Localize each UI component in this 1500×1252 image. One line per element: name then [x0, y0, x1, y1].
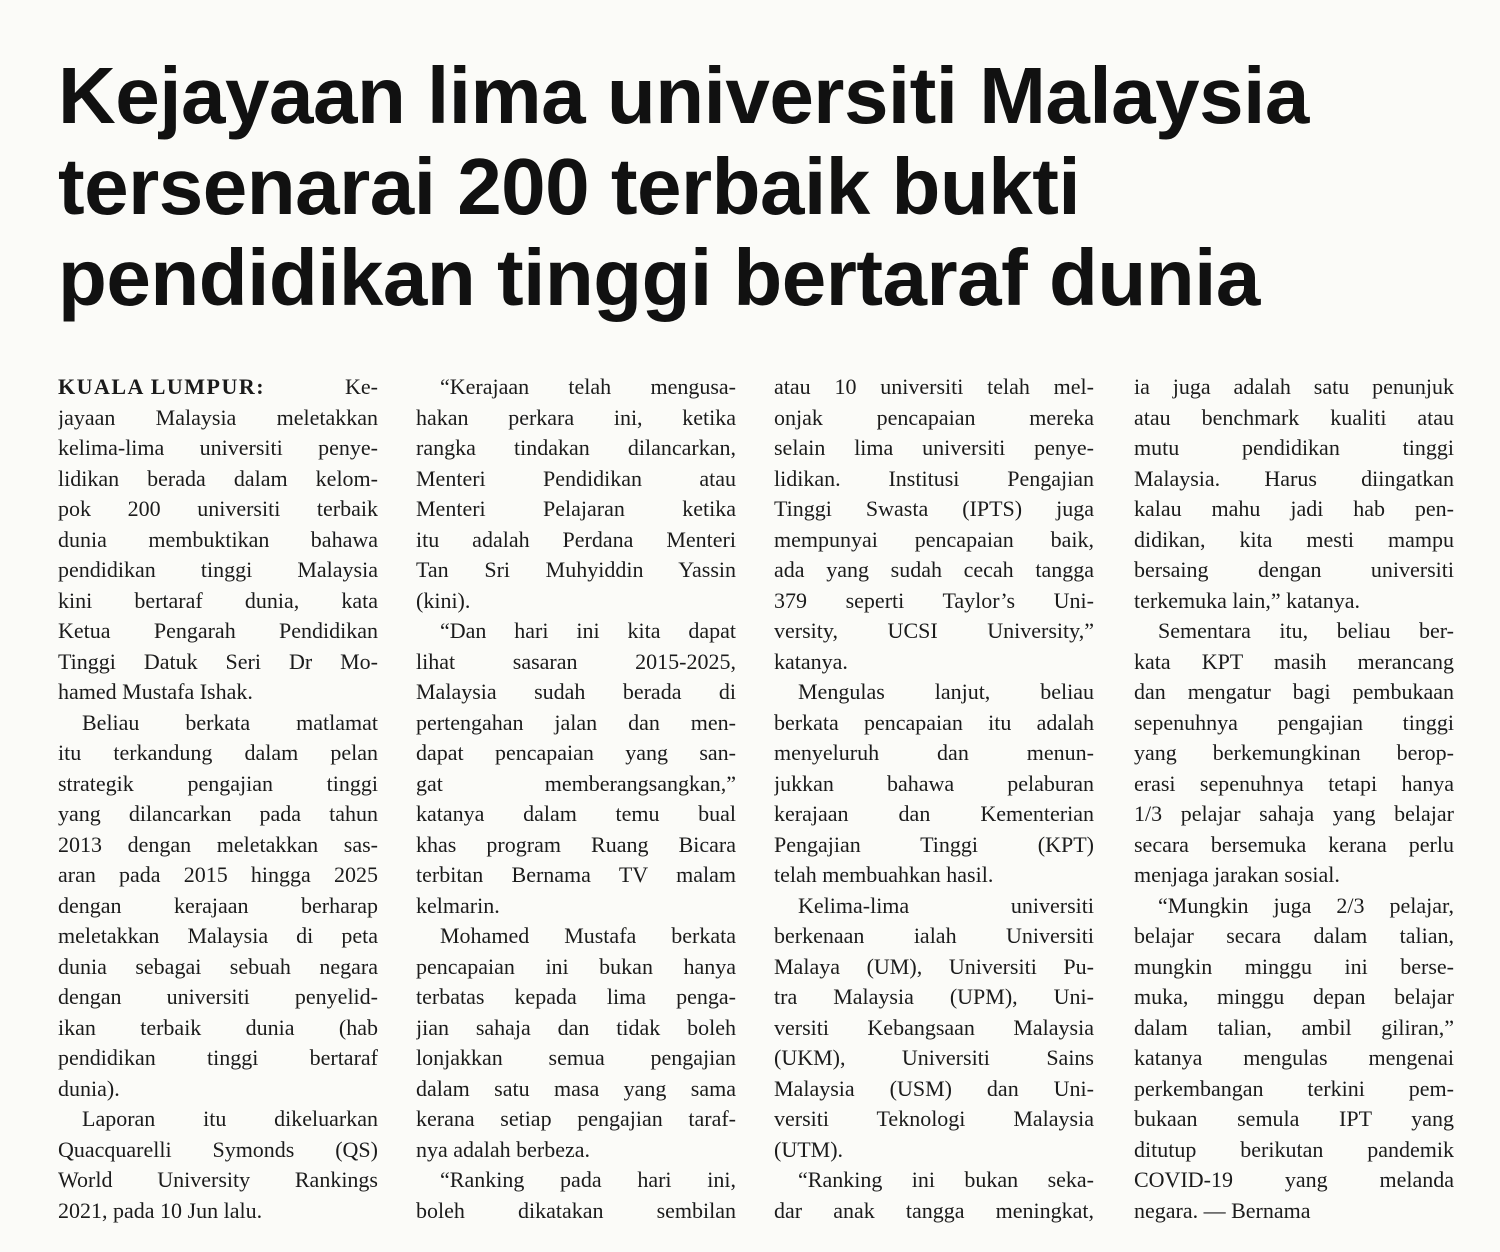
article-line: belajar secara dalam talian,: [1134, 923, 1454, 948]
article-line: itu terkandung dalam pelan: [58, 740, 378, 765]
article-line: (kini).: [416, 587, 471, 613]
article-line: lihat sasaran 2015-2025,: [416, 648, 736, 674]
article-line: 2021, pada 10 Jun lalu.: [58, 1197, 263, 1223]
article-line: kelmarin.: [416, 892, 500, 918]
article-line: erasi sepenuhnya tetapi hanya: [1134, 770, 1454, 796]
article-line: COVID-19 yang melanda: [1134, 1167, 1454, 1192]
article-line: ikan terbaik dunia (hab: [58, 1014, 378, 1040]
article-line: terkemuka lain,” katanya.: [1134, 587, 1361, 613]
article-line: “Dan hari ini kita dapat: [440, 618, 736, 643]
article-line: yang dilancarkan pada tahun: [58, 801, 378, 826]
article-line: Beliau berkata matlamat: [82, 709, 378, 735]
article-line: yang berkemungkinan berop-: [1134, 740, 1454, 765]
article-line: versiti Teknologi Malaysia: [774, 1106, 1094, 1131]
article-line: pertengahan jalan dan men-: [416, 709, 736, 735]
article-line: tra Malaysia (UPM), Uni-: [774, 984, 1094, 1009]
article-line: berkata pencapaian itu adalah: [774, 709, 1094, 735]
article-line: perkembangan terkini pem-: [1134, 1075, 1454, 1101]
article-line: “Mungkin juga 2/3 pelajar,: [1158, 892, 1454, 918]
article-line: rangka tindakan dilancarkan,: [416, 435, 736, 460]
article-line: terbitan Bernama TV malam: [416, 862, 736, 887]
article-line: Mengulas lanjut, beliau: [798, 679, 1094, 704]
article-line: Malaysia. Harus diingatkan: [1134, 465, 1454, 491]
article-line: muka, minggu depan belajar: [1134, 984, 1454, 1009]
article-line: gat memberangsangkan,”: [416, 770, 736, 796]
article-line: jukkan bahawa pelaburan: [774, 770, 1094, 796]
article-line: Pengajian Tinggi (KPT): [774, 831, 1094, 857]
article-line: dengan kerajaan berharap: [58, 892, 378, 918]
article-line: nya adalah berbeza.: [416, 1136, 591, 1162]
article-line: “Ranking pada hari ini,: [440, 1167, 736, 1192]
article-line: Kelima-lima universiti: [798, 892, 1094, 918]
article-line: lidikan. Institusi Pengajian: [774, 465, 1094, 491]
article-line: pendidikan tinggi bertaraf: [58, 1045, 378, 1070]
article-line: pencapaian ini bukan hanya: [416, 953, 736, 979]
article-line: strategik pengajian tinggi: [58, 770, 378, 796]
article-line: jian sahaja dan tidak boleh: [416, 1014, 736, 1040]
article-line: [58, 372, 378, 403]
article-line: hamed Mustafa Ishak.: [58, 679, 253, 704]
article-line: 2013 dengan meletakkan sas-: [58, 831, 378, 857]
article-line: kini bertaraf dunia, kata: [58, 587, 378, 613]
article-line: boleh dikatakan sembilan: [416, 1197, 736, 1223]
article-line: Tan Sri Muhyiddin Yassin: [416, 557, 736, 582]
article-line: versiti Kebangsaan Malaysia: [774, 1014, 1094, 1040]
article-line: 1/3 pelajar sahaja yang belajar: [1134, 801, 1454, 826]
article-line: ditutup berikutan pandemik: [1134, 1136, 1454, 1162]
article-line: selain lima universiti penye-: [774, 435, 1094, 460]
headline-line: pendidikan tinggi bertaraf dunia: [58, 233, 1260, 322]
article-line: katanya dalam temu bual: [416, 801, 736, 826]
article-body: [58, 372, 1454, 1223]
article-line: versity, UCSI University,”: [774, 618, 1094, 643]
article-line: kerana setiap pengajian taraf-: [416, 1106, 736, 1131]
article-line: Tinggi Datuk Seri Dr Mo-: [58, 648, 378, 674]
article-text: Ke-: [345, 374, 378, 399]
article-line: lonjakkan semua pengajian: [416, 1045, 736, 1070]
article-line: Malaya (UM), Universiti Pu-: [774, 953, 1094, 979]
article-line: mutu pendidikan tinggi: [1134, 435, 1454, 460]
article-line: pendidikan tinggi Malaysia: [58, 557, 378, 582]
article-line: dunia sebagai sebuah negara: [58, 953, 378, 979]
article-line: atau 10 universiti telah mel-: [774, 374, 1094, 399]
headline-line: tersenarai 200 terbaik bukti: [58, 142, 1081, 231]
article-line: aran pada 2015 hingga 2025: [58, 862, 378, 887]
article-line: secara bersemuka kerana perlu: [1134, 831, 1454, 857]
article-line: 379 seperti Taylor’s Uni-: [774, 587, 1094, 613]
article-line: (UTM).: [774, 1136, 844, 1162]
article-line: Sementara itu, beliau ber-: [1158, 618, 1454, 643]
article-line: kelima-lima universiti penye-: [58, 435, 378, 460]
article-line: Tinggi Swasta (IPTS) juga: [774, 496, 1094, 521]
article-line: Mohamed Mustafa berkata: [440, 923, 736, 948]
article-line: dapat pencapaian yang san-: [416, 740, 736, 765]
article-column-4: [1134, 372, 1454, 1226]
article-line: “Kerajaan telah mengusa-: [440, 374, 736, 399]
article-line: dengan universiti penyelid-: [58, 984, 378, 1009]
article-column-2: [416, 372, 736, 1226]
article-line: itu adalah Perdana Menteri: [416, 526, 736, 552]
article-line: atau benchmark kualiti atau: [1134, 404, 1454, 430]
article-column-1: [58, 372, 378, 1226]
article-line: ia juga adalah satu penunjuk: [1134, 374, 1454, 399]
article-line: ada yang sudah cecah tangga: [774, 557, 1094, 582]
article-line: Menteri Pendidikan atau: [416, 465, 736, 491]
article-line: kerajaan dan Kementerian: [774, 801, 1094, 826]
article-column-3: [774, 372, 1094, 1226]
article-line: Quacquarelli Symonds (QS): [58, 1136, 378, 1162]
article-line: bukaan semula IPT yang: [1134, 1106, 1454, 1131]
article-line: World University Rankings: [58, 1167, 378, 1192]
article-line: hakan perkara ini, ketika: [416, 404, 736, 430]
article-line: Menteri Pelajaran ketika: [416, 496, 736, 521]
article-line: dalam satu masa yang sama: [416, 1075, 736, 1101]
article-line: bersaing dengan universiti: [1134, 557, 1454, 582]
article-line: Malaysia sudah berada di: [416, 679, 736, 704]
article-line: Ketua Pengarah Pendidikan: [58, 618, 378, 643]
article-line: (UKM), Universiti Sains: [774, 1045, 1094, 1070]
article-line: mungkin minggu ini berse-: [1134, 953, 1454, 979]
article-line: didikan, kita mesti mampu: [1134, 526, 1454, 552]
article-line: menyeluruh dan menun-: [774, 740, 1094, 765]
article-line: dan mengatur bagi pembukaan: [1134, 679, 1454, 704]
article-line: khas program Ruang Bicara: [416, 831, 736, 857]
article-line: katanya mengulas mengenai: [1134, 1045, 1454, 1070]
article-line: pok 200 universiti terbaik: [58, 496, 378, 521]
article-line: kata KPT masih merancang: [1134, 648, 1454, 674]
article-line: menjaga jarakan sosial.: [1134, 862, 1340, 887]
headline: [58, 50, 1468, 323]
article-line: Malaysia (USM) dan Uni-: [774, 1075, 1094, 1101]
article-line: kalau mahu jadi hab pen-: [1134, 496, 1454, 521]
article-line: Laporan itu dikeluarkan: [82, 1106, 378, 1131]
dateline: KUALA LUMPUR:: [58, 374, 266, 399]
article-line: katanya.: [774, 648, 848, 674]
article-line: dunia).: [58, 1075, 120, 1101]
article-line: dunia membuktikan bahawa: [58, 526, 378, 552]
article-line: onjak pencapaian mereka: [774, 404, 1094, 430]
article-line: telah membuahkan hasil.: [774, 862, 994, 887]
article-line: dar anak tangga meningkat,: [774, 1197, 1094, 1223]
article-line: meletakkan Malaysia di peta: [58, 923, 378, 948]
article-line: sepenuhnya pengajian tinggi: [1134, 709, 1454, 735]
article-line: “Ranking ini bukan seka-: [798, 1167, 1094, 1192]
article-line: mempunyai pencapaian baik,: [774, 526, 1094, 552]
article-line: jayaan Malaysia meletakkan: [58, 404, 378, 430]
article-line: dalam talian, ambil giliran,”: [1134, 1014, 1454, 1040]
article-line: lidikan berada dalam kelom-: [58, 465, 378, 491]
headline-line: Kejayaan lima universiti Malaysia: [58, 51, 1309, 140]
article-line: negara. — Bernama: [1134, 1197, 1311, 1223]
article-line: berkenaan ialah Universiti: [774, 923, 1094, 948]
article-line: terbatas kepada lima penga-: [416, 984, 736, 1009]
